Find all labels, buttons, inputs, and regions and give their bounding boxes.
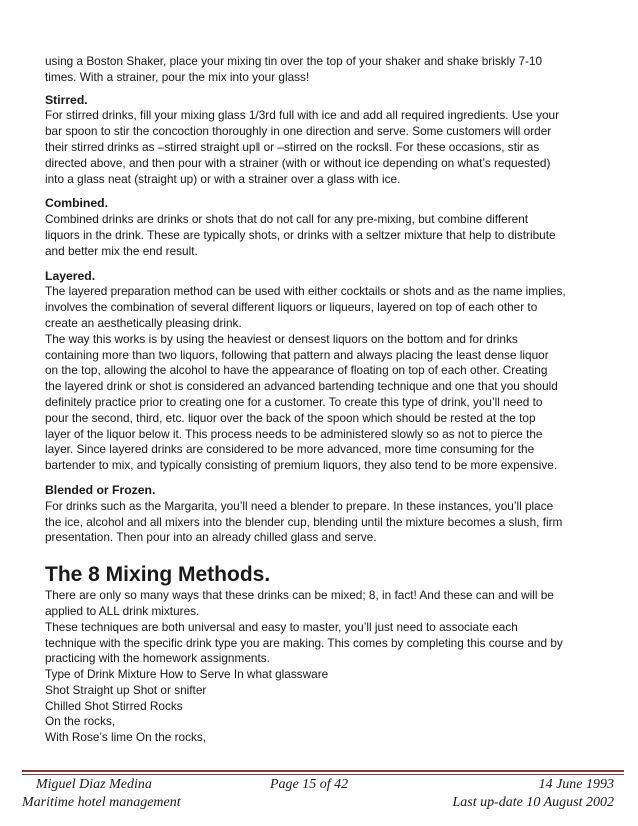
text-line: The layered preparation method can be used with either cocktails or shots and as the name implies, <box>45 284 566 299</box>
footer-date: 14 June 1993 <box>538 777 614 792</box>
text-line: presentation. Then pour into an already chilled glass and serve. <box>45 530 377 545</box>
text-line: Type of Drink Mixture How to Serve In what glassware <box>45 667 329 682</box>
footer-divider-thin <box>22 774 624 775</box>
text-line: containing more than two liquors, following that pattern and always placing the least dense liquor <box>45 347 549 362</box>
text-line: practicing with the homework assignments. <box>45 651 270 666</box>
footer-organization: Maritime hotel management <box>22 795 181 810</box>
text-line: For stirred drinks, fill your mixing glass 1/3rd full with ice and add all required ingredients. Use your <box>45 108 560 123</box>
text-line: With Rose’s lime On the rocks, <box>45 730 207 745</box>
intro-paragraph <box>45 54 615 86</box>
footer-divider <box>22 770 624 772</box>
section-mixing-methods <box>45 562 615 746</box>
text-line: For drinks such as the Margarita, you’ll need a blender to prepare. In these instances, you’ll place <box>45 498 554 513</box>
text-line: into a glass neat (straight up) or with a strainer over a glass with ice. <box>45 171 401 186</box>
text-line: their stirred drinks as –stirred straight up‖ or –stirred on the rocks‖. For these occasions, stir as <box>45 139 540 154</box>
text-line: Chilled Shot Stirred Rocks <box>45 698 183 713</box>
text-line: the ice, alcohol and all mixers into the blender cup, blending until the mixture becomes a slush, firm <box>45 514 563 529</box>
text-line: Shot Straight up Shot or snifter <box>45 682 207 697</box>
page-footer <box>0 766 638 826</box>
text-line: on the top, allowing the alcohol to have the appearance of floating on top of each other. Creating <box>45 363 548 378</box>
section-stirred <box>45 93 615 188</box>
section-heading: Blended or Frozen. <box>45 482 156 497</box>
section-heading: Combined. <box>45 196 108 211</box>
text-line: layer. Since layered drinks are considered to be more advanced, more time consuming for the <box>45 442 535 457</box>
text-line: The way this works is by using the heaviest or densest liquors on the bottom and for drinks <box>45 331 518 346</box>
section-blended <box>45 483 615 546</box>
document-body <box>45 54 615 746</box>
text-line: There are only so many ways that these drinks can be mixed; 8, in fact! And these can and will be <box>45 588 554 603</box>
text-line: and better mix the end result. <box>45 243 198 258</box>
footer-author: Miguel Diaz Medina <box>36 777 152 792</box>
section-layered <box>45 269 615 474</box>
footer-updated: Last up-date 10 August 2002 <box>452 795 614 810</box>
text-line: Combined drinks are drinks or shots that do not call for any pre-mixing, but combine different <box>45 212 529 227</box>
section-heading: Layered. <box>45 268 96 283</box>
text-line: applied to ALL drink mixtures. <box>45 603 200 618</box>
text-line: technique with the specific drink type you are making. This comes by completing this course and by <box>45 635 563 650</box>
text-line: directed above, and then pour with a strainer (with or without ice depending on what’s requested) <box>45 155 551 170</box>
text-line: the layered drink or shot is considered an advanced bartending technique and one that you should <box>45 379 558 394</box>
text-line: layer of the liquor below it. This process needs to be administered slowly so as not to pierce the <box>45 426 543 441</box>
chapter-heading: The 8 Mixing Methods. <box>45 563 271 587</box>
section-heading: Stirred. <box>45 92 88 107</box>
text-line: definitely practice prior to creating one for a customer. To create this type of drink, you’ll need to <box>45 394 543 409</box>
text-line: create an aesthetically pleasing drink. <box>45 315 242 330</box>
text-line: liquors in the drink. These are typically shots, or drinks with a seltzer mixture that help to distribute <box>45 227 556 242</box>
section-combined <box>45 196 615 259</box>
text-line: pour the second, third, etc. liquor over the back of the spoon which should be rested at the top <box>45 410 536 425</box>
text-line: On the rocks, <box>45 714 116 729</box>
text-line: times. With a strainer, pour the mix into your glass! <box>45 69 310 84</box>
text-line: using a Boston Shaker, place your mixing tin over the top of your shaker and shake briskly 7-10 <box>45 54 543 68</box>
text-line: bar spoon to stir the concoction thoroughly in one direction and serve. Some customers will order <box>45 124 552 139</box>
text-line: involves the combination of several different liquors or liqueurs, layered on top of each other to <box>45 300 538 315</box>
text-line: These techniques are both universal and easy to master, you’ll just need to associate each <box>45 619 518 634</box>
text-line: bartender to mix, and typically consisting of premium liquors, they also tend to be more expensive. <box>45 458 558 473</box>
footer-page-number: Page 15 of 42 <box>270 777 349 792</box>
